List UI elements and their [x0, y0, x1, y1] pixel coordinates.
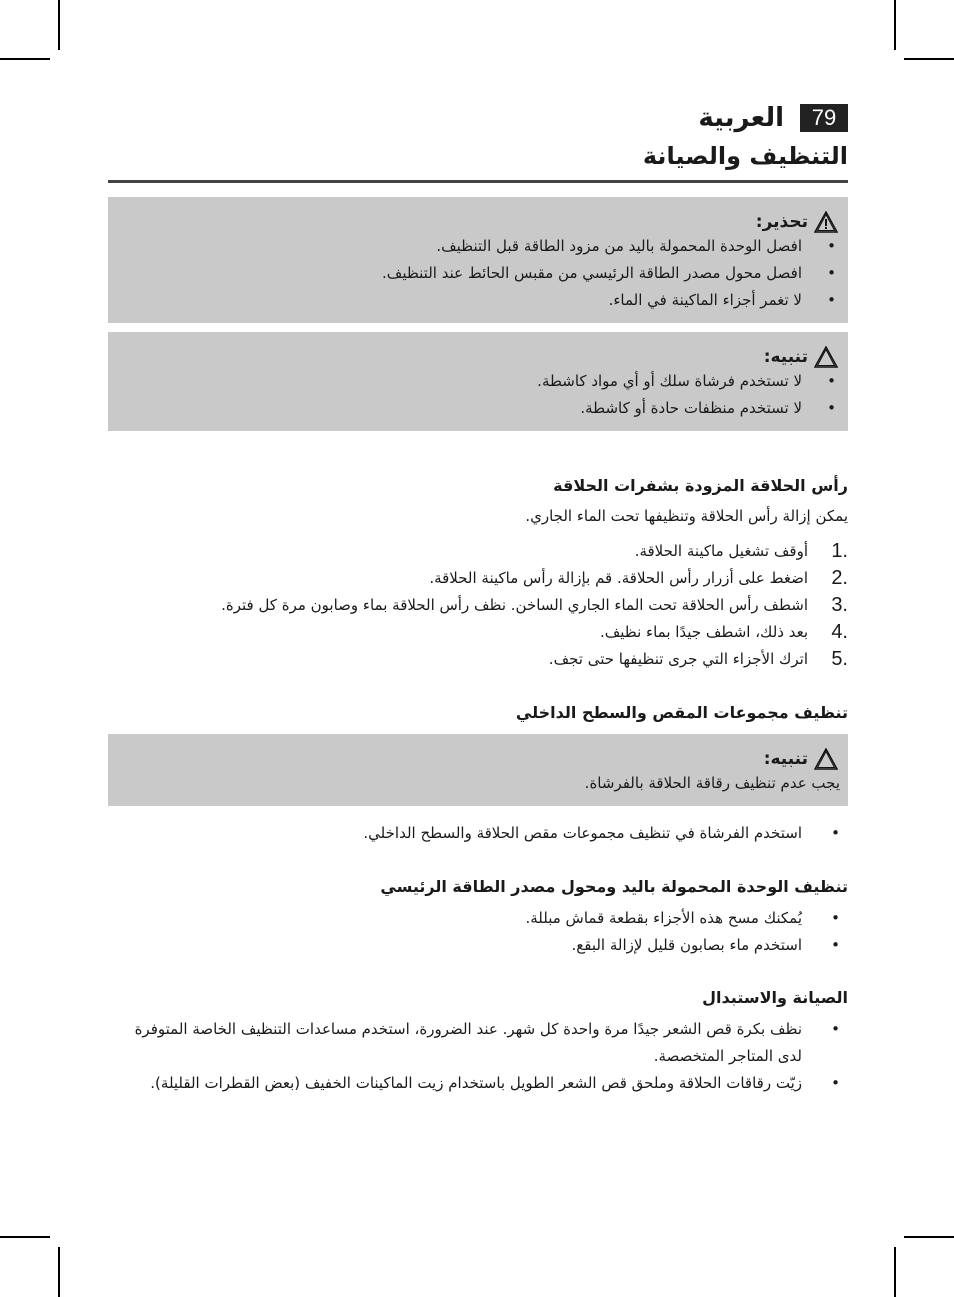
- caution-item: • لا تستخدم منظفات حادة أو كاشطة.: [108, 395, 848, 422]
- step-item: [108, 565, 848, 592]
- crop-mark: [0, 58, 50, 60]
- page-header: [108, 98, 848, 138]
- caution-heading: [108, 332, 848, 368]
- step-text: أوقف تشغيل ماكينة الحلاقة.: [634, 542, 808, 560]
- language-title: العربية: [698, 103, 784, 133]
- caution-heading: [108, 734, 848, 770]
- list-item: • يُمكنك مسح هذه الأجزاء بقطعة قماش مبللة.: [108, 905, 848, 932]
- caution-icon: [814, 748, 838, 770]
- caution-icon: [814, 346, 838, 368]
- crop-mark: [894, 0, 896, 50]
- caution-heading-text: تنبيه:: [763, 749, 808, 769]
- warning-heading: [108, 197, 848, 233]
- crop-mark: [0, 1236, 50, 1238]
- step-number: 5.: [831, 648, 848, 670]
- list-item: • نظف بكرة قص الشعر جيدًا مرة واحدة كل شهر. عند الضرورة، استخدم مساعدات التنظيف الخاصة المتوفرة لدى المتاجر المتخصصة.: [108, 1016, 848, 1070]
- step-text: اترك الأجزاء التي جرى تنظيفها حتى تجف.: [548, 650, 808, 668]
- step-number: 4.: [831, 621, 848, 643]
- step-list: [108, 538, 848, 673]
- bullet-list: [108, 820, 848, 847]
- list-item: • استخدم الفرشاة في تنظيف مجموعات مقص الحلاقة والسطح الداخلي.: [108, 820, 848, 847]
- step-text: اشطف رأس الحلاقة تحت الماء الجاري الساخن. نظف رأس الحلاقة بماء وصابون مرة كل فترة.: [221, 596, 808, 614]
- warning-item: • افصل الوحدة المحمولة باليد من مزود الطاقة قبل التنظيف.: [108, 233, 848, 260]
- list-item: • زيّت رقاقات الحلاقة وملحق قص الشعر الطويل باستخدام زيت الماكينات الخفيف (بعض القطرات القليلة).: [108, 1070, 848, 1097]
- section-title: تنظيف مجموعات المقص والسطح الداخلي: [515, 703, 848, 722]
- section-title: الصيانة والاستبدال: [702, 988, 848, 1007]
- section-intro: يمكن إزالة رأس الحلاقة وتنظيفها تحت الماء الجاري.: [525, 507, 848, 525]
- step-number: 1.: [831, 540, 848, 562]
- crop-mark: [58, 1247, 60, 1297]
- step-number: 3.: [831, 594, 848, 616]
- crop-mark: [58, 0, 60, 50]
- bullet-list: [108, 1016, 848, 1097]
- bullet-list: [108, 905, 848, 959]
- step-item: [108, 619, 848, 646]
- step-item: [108, 646, 848, 673]
- warning-heading-text: تحذير:: [755, 212, 808, 232]
- step-text: بعد ذلك، اشطف جيدًا بماء نظيف.: [599, 623, 808, 641]
- section-title: رأس الحلاقة المزودة بشفرات الحلاقة: [553, 476, 848, 495]
- title-divider: [108, 180, 848, 183]
- caution-item: • لا تستخدم فرشاة سلك أو أي مواد كاشطة.: [108, 368, 848, 395]
- crop-mark: [904, 1236, 954, 1238]
- crop-mark: [894, 1247, 896, 1297]
- step-item: [108, 538, 848, 565]
- step-item: [108, 592, 848, 619]
- caution-heading-text: تنبيه:: [763, 347, 808, 367]
- section-title: تنظيف الوحدة المحمولة باليد ومحول مصدر الطاقة الرئيسي: [380, 877, 848, 896]
- step-text: اضغط على أزرار رأس الحلاقة. قم بإزالة رأس ماكينة الحلاقة.: [429, 569, 808, 587]
- warning-item: • افصل محول مصدر الطاقة الرئيسي من مقبس الحائط عند التنظيف.: [108, 260, 848, 287]
- caution-text: يجب عدم تنظيف رقاقة الحلاقة بالفرشاة.: [584, 774, 840, 792]
- crop-mark: [904, 58, 954, 60]
- warning-box: [108, 197, 848, 323]
- page-title: التنظيف والصيانة: [642, 142, 848, 170]
- warning-icon: [814, 211, 838, 233]
- page-number: 79: [800, 104, 848, 132]
- step-number: 2.: [831, 567, 848, 589]
- warning-item: • لا تغمر أجزاء الماكينة في الماء.: [108, 287, 848, 314]
- caution-box: [108, 332, 848, 431]
- caution-box: [108, 734, 848, 806]
- list-item: • استخدم ماء بصابون قليل لإزالة البقع.: [108, 932, 848, 959]
